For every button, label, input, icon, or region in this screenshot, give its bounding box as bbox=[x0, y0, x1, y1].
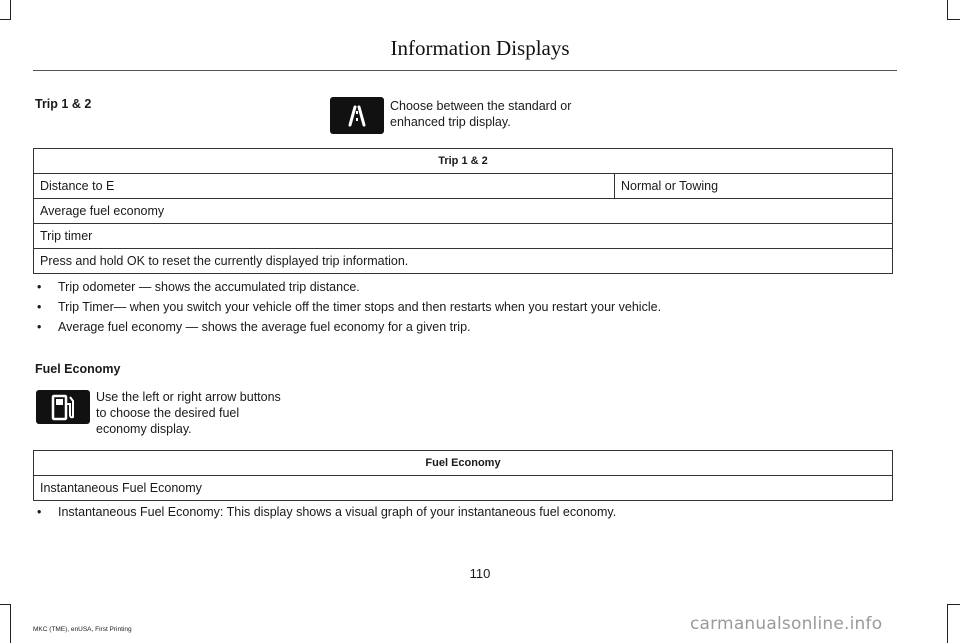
crop-mark bbox=[10, 0, 11, 20]
crop-mark bbox=[0, 19, 11, 20]
watermark: carmanualsonline.info bbox=[690, 614, 883, 634]
footer-text: MKC (TME), enUSA, First Printing bbox=[33, 626, 132, 633]
trip-description bbox=[390, 98, 571, 130]
table-cell: Trip timer bbox=[34, 224, 893, 249]
fuel-pump-icon bbox=[36, 390, 90, 424]
fuel-bullet-list bbox=[33, 502, 913, 522]
crop-mark bbox=[947, 0, 948, 20]
trip-bullet-list bbox=[33, 277, 913, 337]
list-item: • Instantaneous Fuel Economy: This display shows a visual graph of your instantaneous fuel economy. bbox=[33, 502, 913, 522]
table-row bbox=[34, 224, 893, 249]
table-row bbox=[34, 174, 893, 199]
list-item: • Trip Timer— when you switch your vehicle off the timer stops and then restarts when you restart your vehicle. bbox=[33, 297, 913, 317]
table-cell: Average fuel economy bbox=[34, 199, 893, 224]
fuel-table-header: Fuel Economy bbox=[34, 451, 893, 476]
road-icon bbox=[330, 97, 384, 134]
table-row bbox=[34, 476, 893, 501]
list-item: • Average fuel economy — shows the average fuel economy for a given trip. bbox=[33, 317, 913, 337]
fuel-table bbox=[33, 450, 893, 501]
trip-table bbox=[33, 148, 893, 274]
list-item: • Trip odometer — shows the accumulated trip distance. bbox=[33, 277, 913, 297]
crop-mark bbox=[10, 604, 11, 643]
trip-description-line: enhanced trip display. bbox=[390, 115, 511, 129]
header-rule bbox=[33, 70, 897, 71]
crop-mark bbox=[947, 19, 960, 20]
table-cell: Press and hold OK to reset the currently displayed trip information. bbox=[34, 249, 893, 274]
trip-description-line: Choose between the standard or bbox=[390, 99, 572, 113]
crop-mark bbox=[947, 604, 960, 605]
trip-table-header: Trip 1 & 2 bbox=[34, 149, 893, 174]
table-cell: Distance to E bbox=[34, 174, 615, 199]
table-cell: Instantaneous Fuel Economy bbox=[34, 476, 893, 501]
crop-mark bbox=[947, 604, 948, 643]
fuel-description-line: economy display. bbox=[96, 422, 192, 436]
fuel-description-line: Use the left or right arrow buttons bbox=[96, 390, 281, 404]
fuel-heading: Fuel Economy bbox=[35, 362, 121, 376]
fuel-description-line: to choose the desired fuel bbox=[96, 406, 240, 420]
page-number: 110 bbox=[469, 566, 491, 581]
page-title: Information Displays bbox=[390, 36, 570, 60]
trip-heading: Trip 1 & 2 bbox=[35, 97, 92, 111]
crop-mark bbox=[0, 604, 11, 605]
table-cell: Normal or Towing bbox=[615, 174, 893, 199]
table-row bbox=[34, 199, 893, 224]
fuel-description bbox=[96, 389, 281, 437]
table-row bbox=[34, 249, 893, 274]
